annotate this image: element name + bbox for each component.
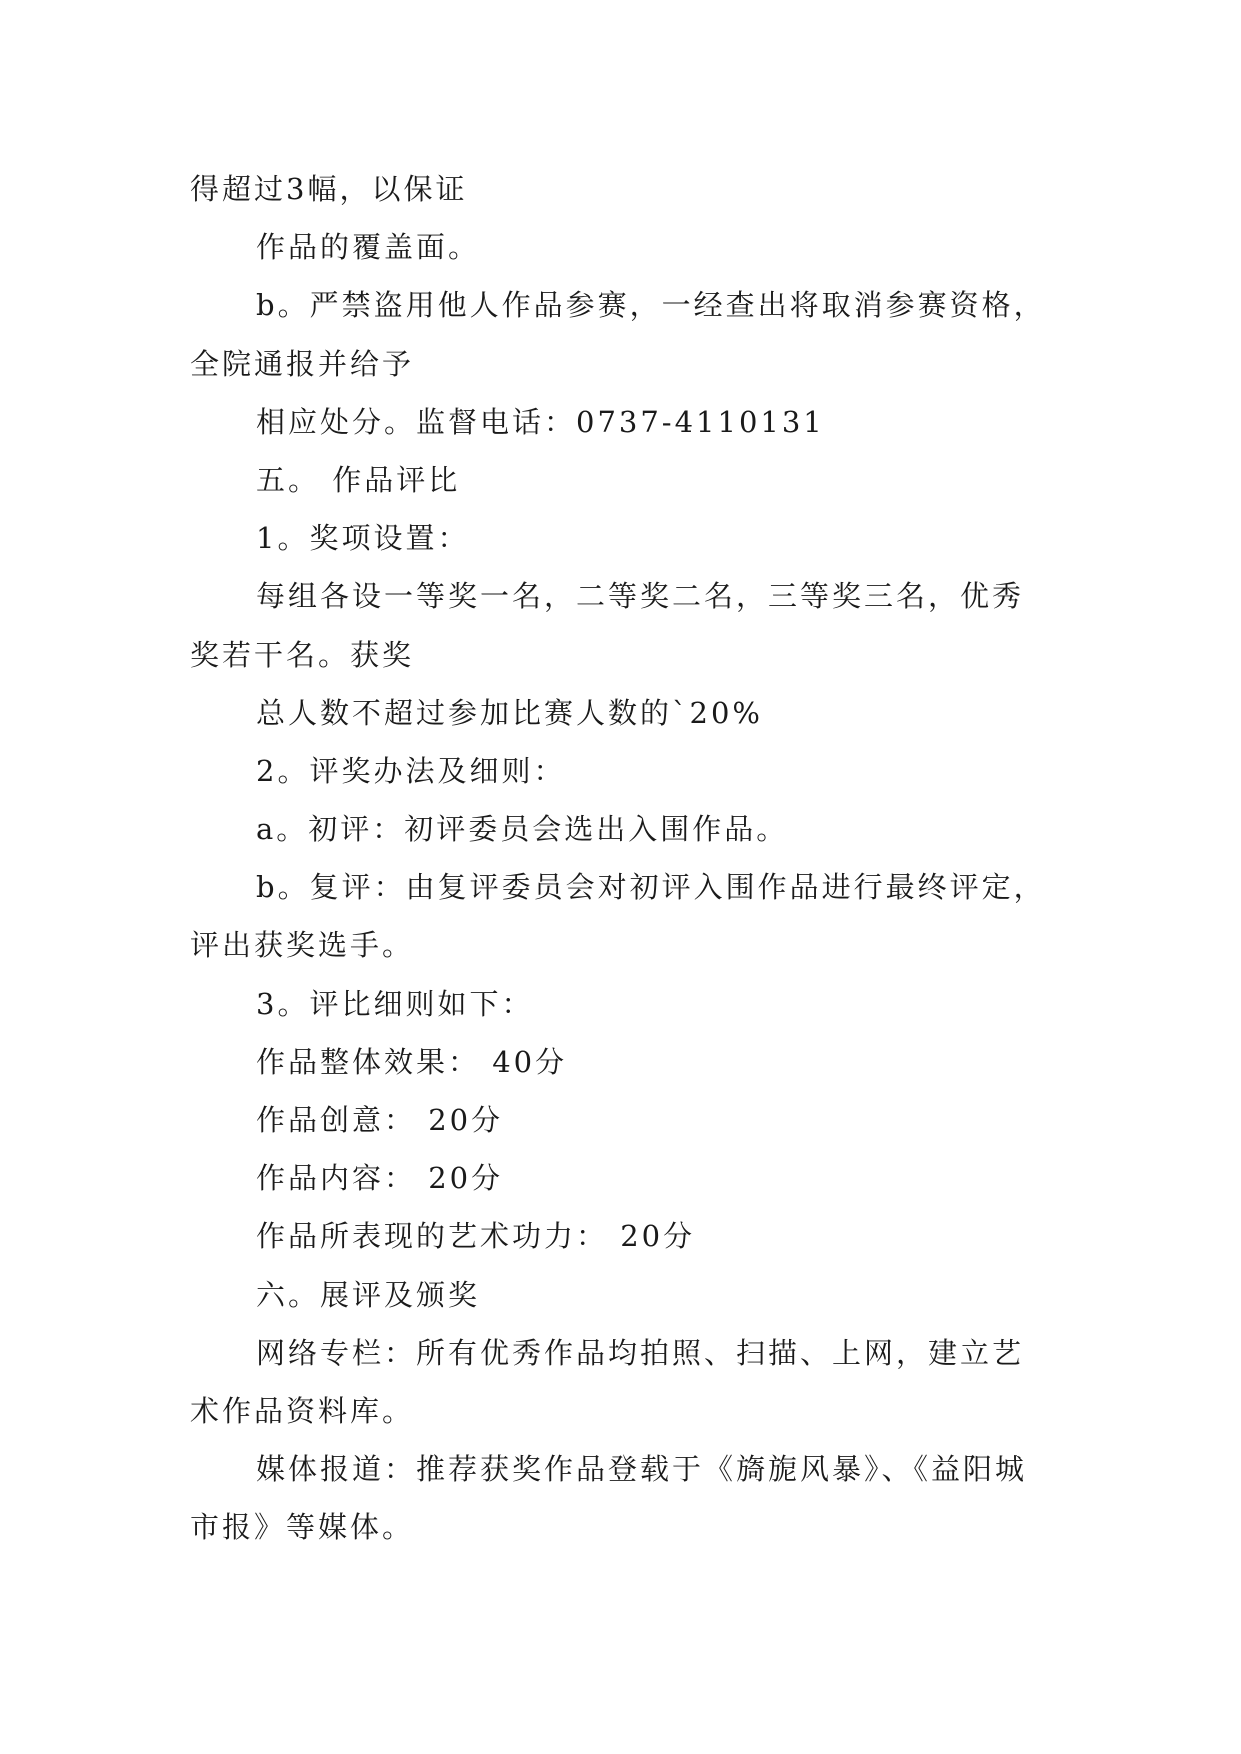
text-line: 市报》等媒体。 bbox=[190, 1510, 415, 1545]
text-line: 媒体报道：推荐获奖作品登载于《旖旎风暴》、《益阳城 bbox=[256, 1452, 1028, 1487]
text-line: 相应处分。监督电话：0737-4110131 bbox=[256, 404, 825, 439]
text-line: 网络专栏：所有优秀作品均拍照、扫描、上网，建立艺 bbox=[256, 1335, 1025, 1370]
subsection-heading: 1。奖项设置： bbox=[256, 521, 470, 556]
score-item: 作品整体效果： 40分 bbox=[256, 1044, 568, 1079]
text-line: 作品的覆盖面。 bbox=[256, 230, 481, 265]
subsection-heading: 2。评奖办法及细则： bbox=[256, 753, 566, 788]
text-line: b。复评：由复评委员会对初评入围作品进行最终评定， bbox=[256, 870, 1046, 905]
text-line: 奖若干名。获奖 bbox=[190, 637, 415, 672]
section-heading: 五。 作品评比 bbox=[256, 462, 461, 497]
text-line: 总人数不超过参加比赛人数的`20% bbox=[256, 695, 763, 730]
score-item: 作品创意： 20分 bbox=[256, 1103, 504, 1137]
text-line: 术作品资料库。 bbox=[190, 1393, 415, 1428]
text-line: 得超过3幅，以保证 bbox=[190, 172, 468, 206]
text-line: 全院通报并给予 bbox=[190, 346, 415, 381]
text-line: 每组各设一等奖一名，二等奖二名，三等奖三名，优秀 bbox=[256, 579, 1025, 614]
text-line: 评出获奖选手。 bbox=[190, 928, 415, 963]
text-line: a。初评：初评委员会选出入围作品。 bbox=[256, 812, 789, 847]
score-item: 作品所表现的艺术功力： 20分 bbox=[256, 1219, 696, 1254]
text-line: b。严禁盗用他人作品参赛，一经查出将取消参赛资格， bbox=[256, 288, 1046, 323]
document-body bbox=[190, 160, 1070, 1557]
score-item: 作品内容： 20分 bbox=[256, 1161, 504, 1196]
section-heading: 六。展评及颁奖 bbox=[256, 1277, 481, 1312]
subsection-heading: 3。评比细则如下： bbox=[256, 986, 534, 1021]
